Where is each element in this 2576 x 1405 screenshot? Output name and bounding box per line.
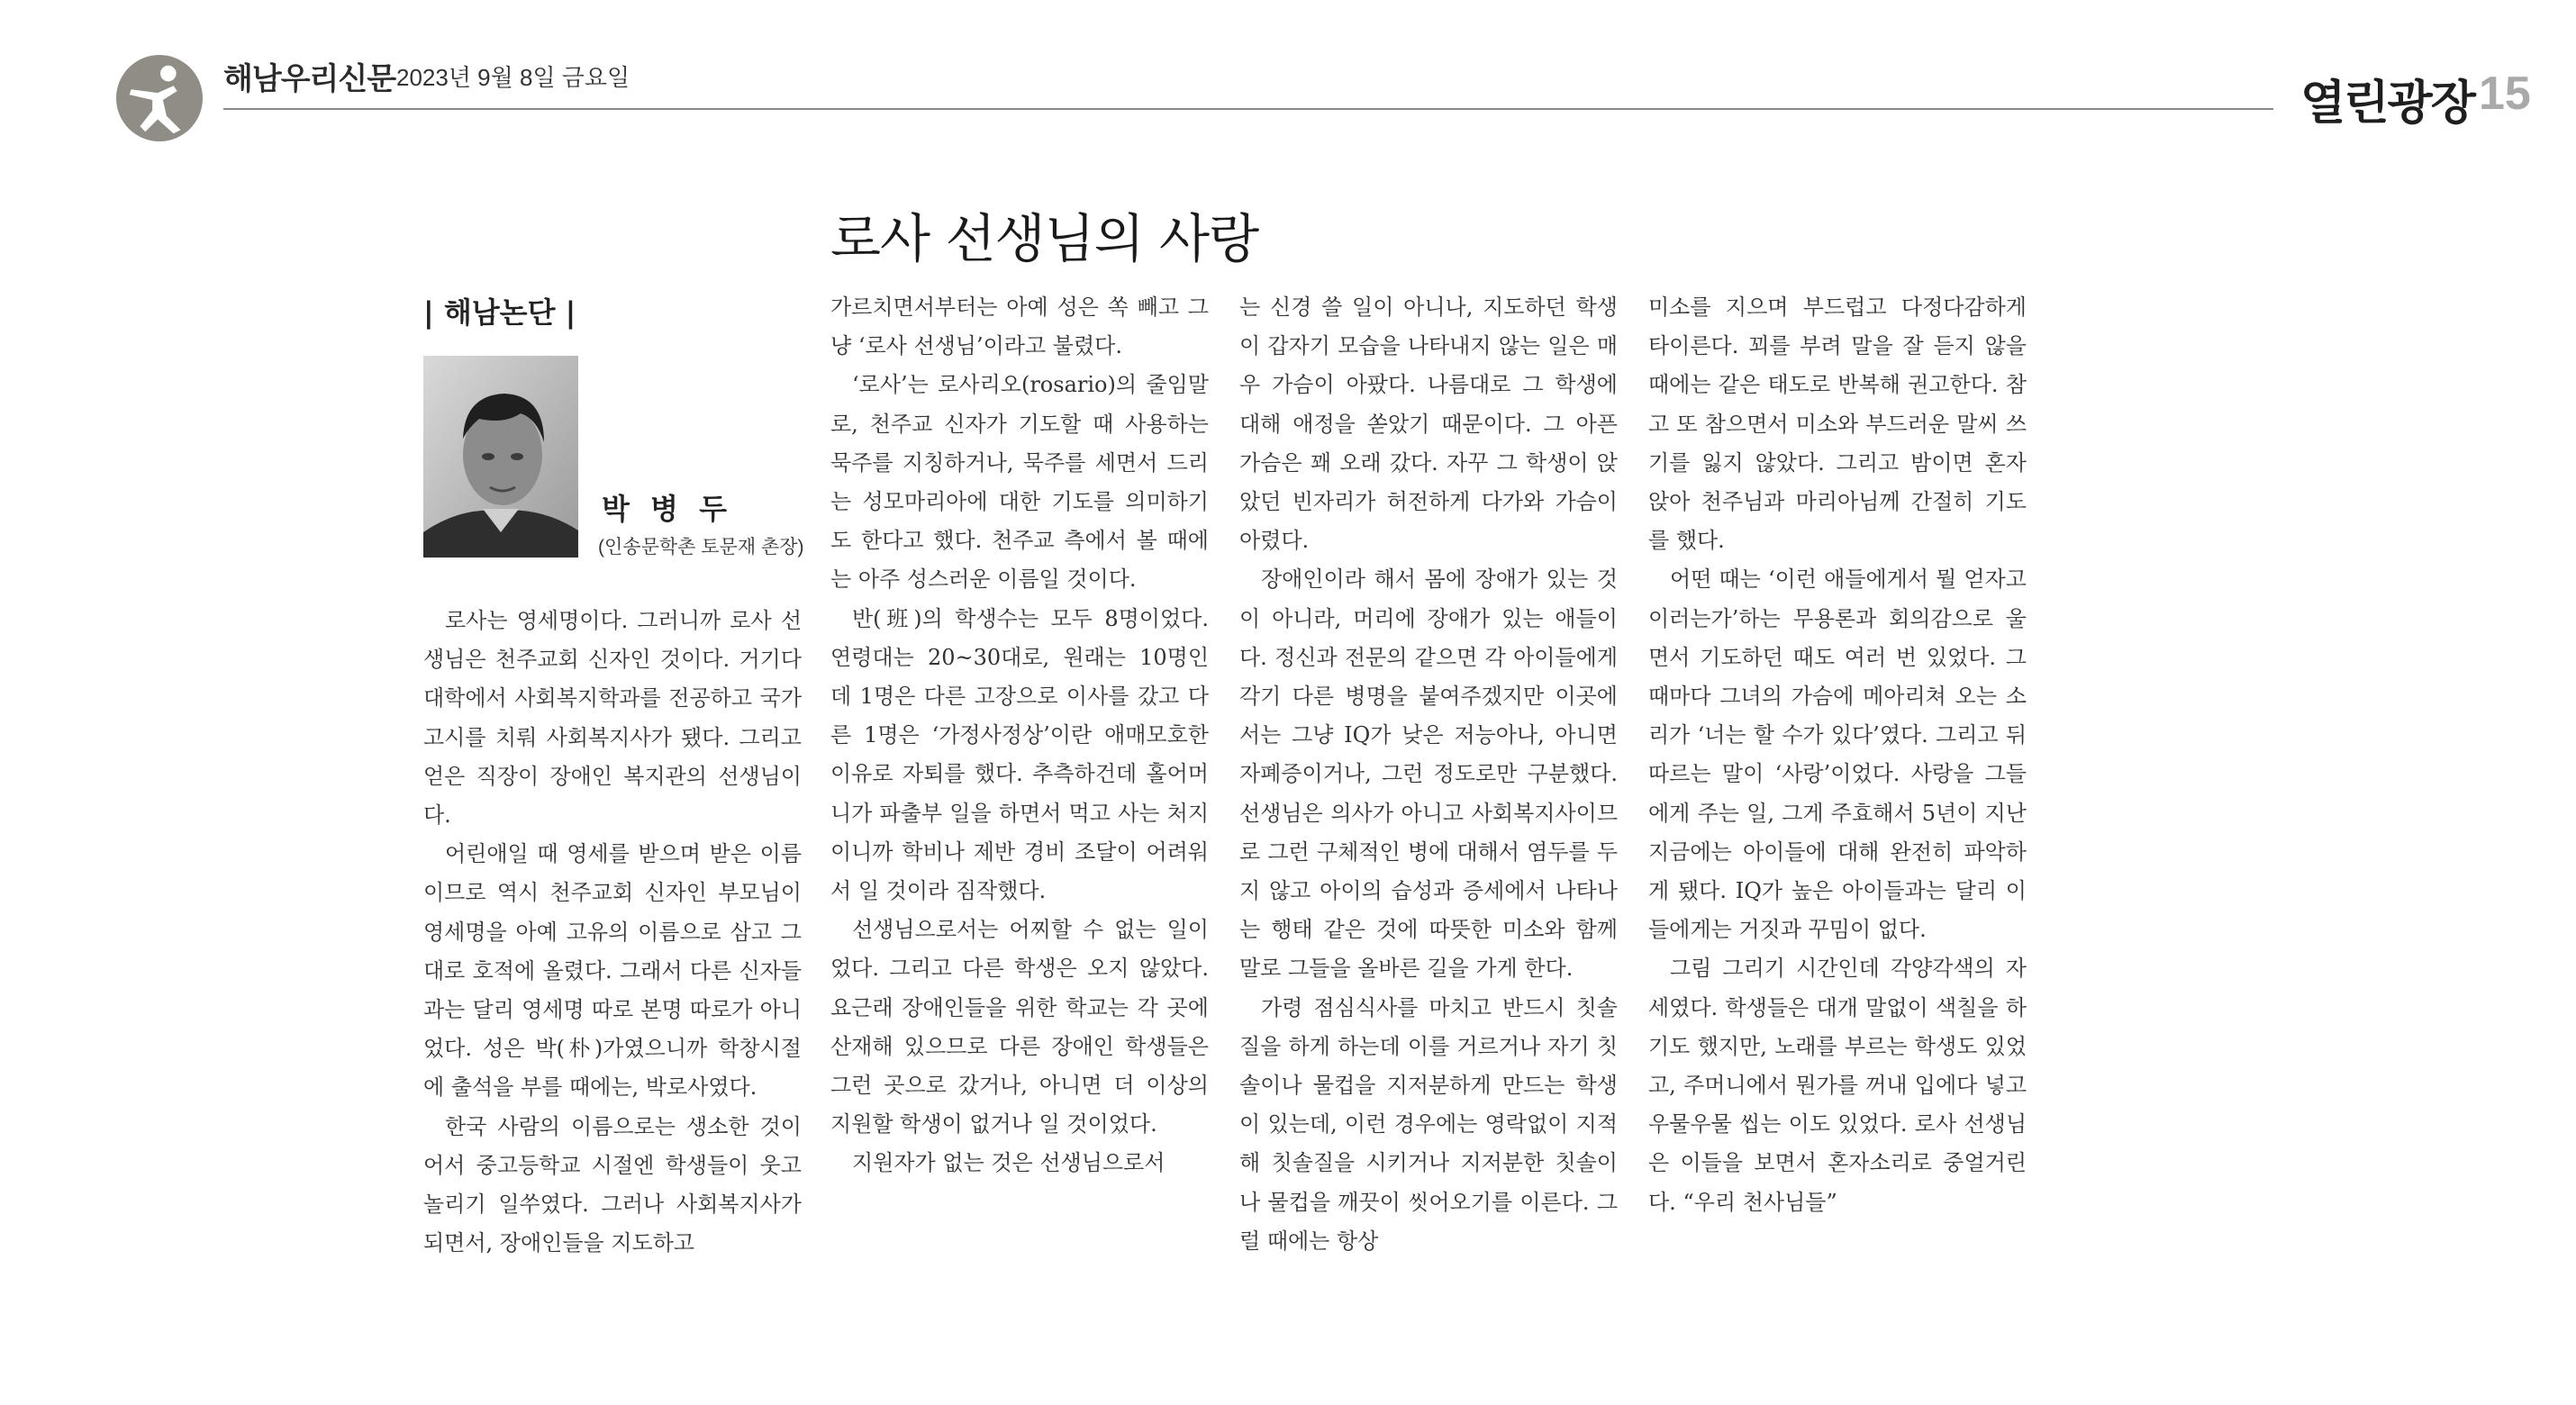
paragraph: 지원자가 없는 것은 선생님으로서 — [852, 1150, 1166, 1176]
author-title: (인송문학촌 토문재 촌장) — [598, 537, 804, 557]
page-number: 15 — [2479, 68, 2531, 120]
paragraph: 는 신경 쓸 일이 아니나, 지도하던 학생이 갑자기 모습을 나타내지 않는 일은 매우 가슴이 아팠다. 나름대로 그 학생에 대해 애정을 쏟았기 때문이다. 그 아픈 가슴은 꽤 오래 갔다. 자꾸 그 학생이 앉았던 빈자리가 허전하게 다가와 가슴이 아렸다. — [1239, 295, 1618, 554]
paragraph: 어린애일 때 영세를 받으며 받은 이름이므로 역시 천주교회 신자인 부모님이 영세명을 아예 고유의 이름으로 삼고 그대로 호적에 올렸다. 그래서 다른 신자들과는 달리 영세명 따로 본명 따로가 아니었다. 성은 박(朴)가였으니까 학창시절에 출석을 부를 때에는, 박로사였다. — [423, 841, 802, 1101]
paragraph: 선생님으로서는 어찌할 수 없는 일이었다. 그리고 다른 학생은 오지 않았다. 요근래 장애인들을 위한 학교는 각 곳에 산재해 있으므로 다른 장애인 학생들은 그런 곳으로 갔거나, 아니면 더 이상의 지원할 학생이 없거나 일 것이었다. — [830, 917, 1209, 1138]
logo-icon — [115, 54, 204, 142]
paragraph: 미소를 지으며 부드럽고 다정다감하게 타이른다. 꾀를 부려 말을 잘 듣지 않을 때에는 같은 태도로 반복해 권고한다. 참고 또 참으면서 미소와 부드러운 말씨 쓰기를 잃지 않았다. 그리고 밤이면 혼자 앉아 천주님과 마리아님께 간절히 기도를 했다. — [1648, 295, 2027, 554]
article-column-3 — [1239, 288, 1618, 1261]
column-label: | 해남논단 | — [423, 295, 576, 330]
issue-date: 2023년 9월 8일 금요일 — [396, 64, 630, 91]
paragraph: 로사는 영세명이다. 그러니까 로사 선생님은 천주교회 신자인 것이다. 거기다 대학에서 사회복지학과를 전공하고 국가고시를 치뤄 사회복지사가 됐다. 그리고 얻은 직장이 장애인 복지관의 선생님이다. — [423, 608, 802, 829]
header-rule — [223, 108, 2273, 110]
article-column-2 — [830, 288, 1209, 1183]
author-name: 박 병 두 — [602, 492, 733, 526]
paragraph: ‘로사’는 로사리오(rosario)의 줄임말로, 천주교 신자가 기도할 때 사용하는 묵주를 지칭하거나, 묵주를 세면서 드리는 성모마리아에 대한 기도를 의미하기도 한다고 했다. 천주교 측에서 볼 때에는 아주 성스러운 이름일 것이다. — [830, 372, 1209, 593]
paragraph: 가르치면서부터는 아예 성은 쏙 빼고 그냥 ‘로사 선생님’이라고 불렸다. — [830, 295, 1209, 359]
paragraph: 한국 사람의 이름으로는 생소한 것이어서 중고등학교 시절엔 학생들이 웃고 놀리기 일쑤였다. 그러나 사회복지사가 되면서, 장애인들을 지도하고 — [423, 1113, 802, 1256]
author-photo — [423, 356, 578, 557]
paragraph: 어떤 때는 ‘이런 애들에게서 뭘 얻자고 이러는가’하는 무용론과 회의감으로 울면서 기도하던 때도 여러 번 있었다. 그때마다 그녀의 가슴에 메아리쳐 오는 소리가 ‘너는 할 수가 있다’였다. 그리고 뒤따르는 말이 ‘사랑’이었다. 사랑을 그들에게 주는 일, 그게 주효해서 5년이 지난 지금에는 아이들에 대해 완전히 파악하게 됐다. IQ가 높은 아이들과는 달리 이들에게는 거짓과 꾸밈이 없다. — [1648, 567, 2027, 943]
section-name: 열린광장 — [2300, 77, 2474, 131]
article-column-4 — [1648, 288, 2027, 1222]
article-headline: 로사 선생님의 사랑 — [830, 208, 1259, 269]
paragraph: 가령 점심식사를 마치고 반드시 칫솔질을 하게 하는데 이를 거르거나 자기 칫솔이나 물컵을 지저분하게 만드는 학생이 있는데, 이런 경우에는 영락없이 지적해 칫솔질을 시키거나 지저분한 칫솔이나 물컵을 깨끗이 씻어오기를 이른다. 그럴 때에는 항상 — [1239, 994, 1618, 1254]
article-column-1 — [423, 602, 802, 1263]
paragraph: 반(班)의 학생수는 모두 8명이었다. 연령대는 20~30대로, 원래는 10명인데 1명은 다른 고장으로 이사를 갔고 다른 1명은 ‘가정사정상’이란 애매모호한 이유로 자퇴를 했다. 추측하건데 홀어머니가 파출부 일을 하면서 먹고 사는 처지이니까 학비나 제반 경비 조달이 어려워서 일 것이라 짐작했다. — [830, 605, 1209, 904]
masthead: 해남우리신문 — [223, 61, 396, 97]
paragraph: 그림 그리기 시간인데 각양각색의 자세였다. 학생들은 대개 말없이 색칠을 하기도 했지만, 노래를 부르는 학생도 있었고, 주머니에서 뭔가를 꺼내 입에다 넣고 우물우물 씹는 이도 있었다. 로사 선생님은 이들을 보면서 혼자소리로 중얼거린다. “우리 천사님들” — [1648, 956, 2027, 1215]
paragraph: 장애인이라 해서 몸에 장애가 있는 것이 아니라, 머리에 장애가 있는 애들이다. 정신과 전문의 같으면 각 아이들에게 각기 다른 병명을 붙여주겠지만 이곳에서는 그냥 IQ가 낮은 저능아나, 아니면 자폐증이거나, 그런 정도로만 구분했다. 선생님은 의사가 아니고 사회복지사이므로 그런 구체적인 병에 대해서 염두를 두지 않고 아이의 습성과 증세에서 나타나는 행태 같은 것에 따뜻한 미소와 함께 말로 그들을 올바른 길을 가게 한다. — [1239, 567, 1618, 982]
